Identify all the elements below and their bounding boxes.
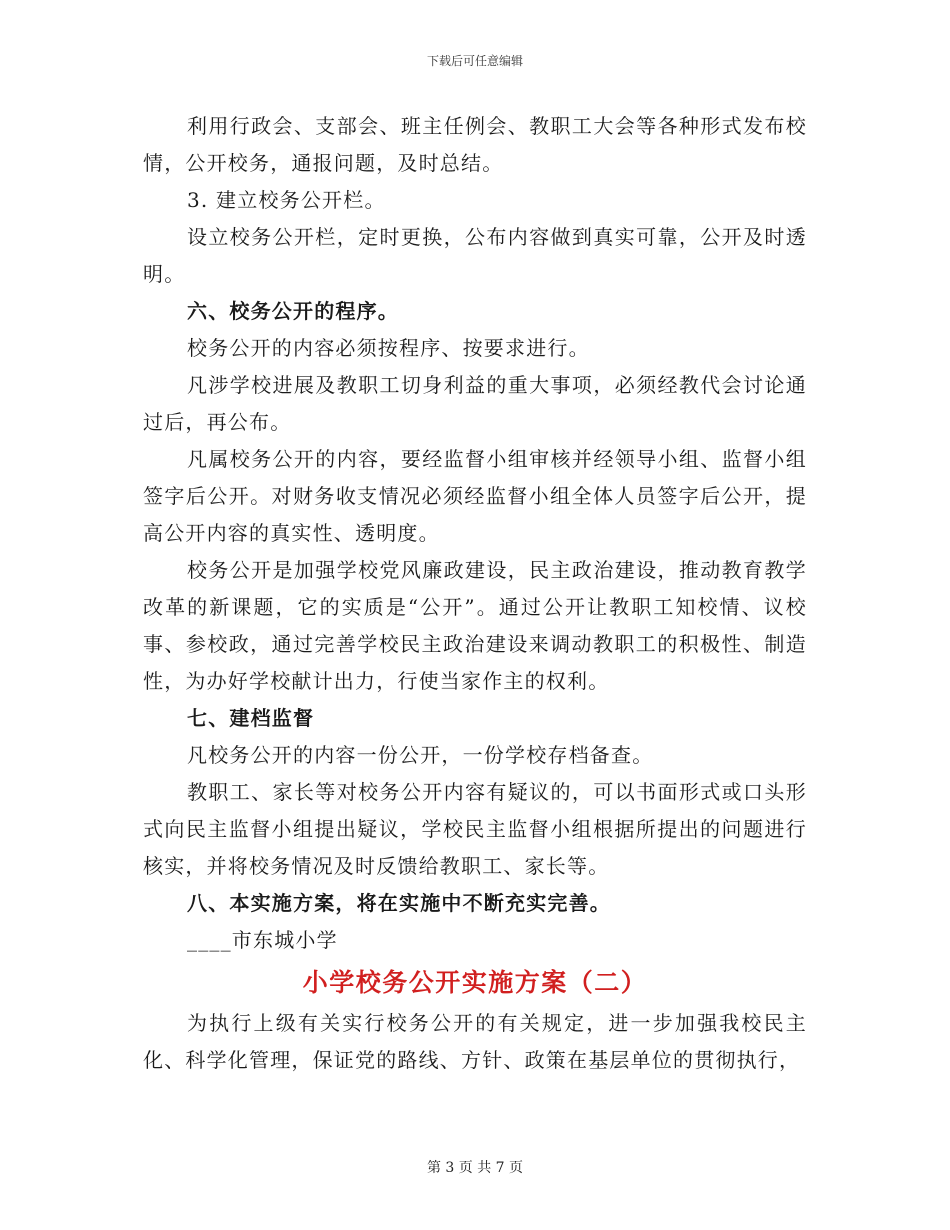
paragraph-major-matters: 凡涉学校进展及教职工切身利益的重大事项，必须经教代会讨论通过后，再公布。: [143, 373, 807, 434]
paragraph-item-3-heading: 3. 建立校务公开栏。: [187, 188, 386, 212]
paragraph-procedure-requirement: 校务公开的内容必须按程序、按要求进行。: [187, 336, 590, 360]
page-footer-number: 第 3 页 共 7 页: [426, 1160, 524, 1176]
section-heading-improvement: 八、本实施方案，将在实施中不断充实完善。: [187, 891, 611, 915]
page-header-note: 下载后可任意编辑: [426, 54, 523, 68]
paragraph-objections: 教职工、家长等对校务公开内容有疑议的，可以书面形式或口头形式向民主监督小组提出疑议，学校民主监督小组根据所提出的问题进行核实，并将校务情况及时反馈给教职工、家长等。: [143, 780, 807, 878]
paragraph-publish-channels: 利用行政会、支部会、班主任例会、教职工大会等各种形式发布校情，公开校务，通报问题，及时总结。: [143, 114, 807, 175]
section-heading-archive: 七、建档监督: [187, 706, 315, 730]
paragraph-bulletin-board: 设立校务公开栏，定时更换，公布内容做到真实可靠，公开及时透明。: [143, 225, 807, 286]
paragraph-review-signature: 凡属校务公开的内容，要经监督小组审核并经领导小组、监督小组签字后公开。对财务收支情况必须经监督小组全体人员签字后公开，提高公开内容的真实性、透明度。: [143, 447, 807, 545]
paragraph-significance: 校务公开是加强学校党风廉政建设，民主政治建设，推动教育教学改革的新课题，它的实质是“公开”。通过公开让教职工知校情、议校事、参校政，通过完善学校民主政治建设来调动教职工的积极性、制造性，为办好学校献计出力，行使当家作主的权利。: [143, 558, 807, 693]
document-body: [143, 108, 807, 1079]
document-section-title: 小学校务公开实施方案（二）: [302, 968, 648, 997]
paragraph-archive-copy: 凡校务公开的内容一份公开，一份学校存档备查。: [187, 743, 654, 767]
signature-school-name: ____市东城小学: [187, 928, 338, 952]
paragraph-plan-intro: 为执行上级有关实行校务公开的有关规定，进一步加强我校民主化、科学化管理，保证党的路线、方针、政策在基层单位的贯彻执行，: [143, 1011, 807, 1072]
section-heading-procedure: 六、校务公开的程序。: [187, 299, 399, 323]
